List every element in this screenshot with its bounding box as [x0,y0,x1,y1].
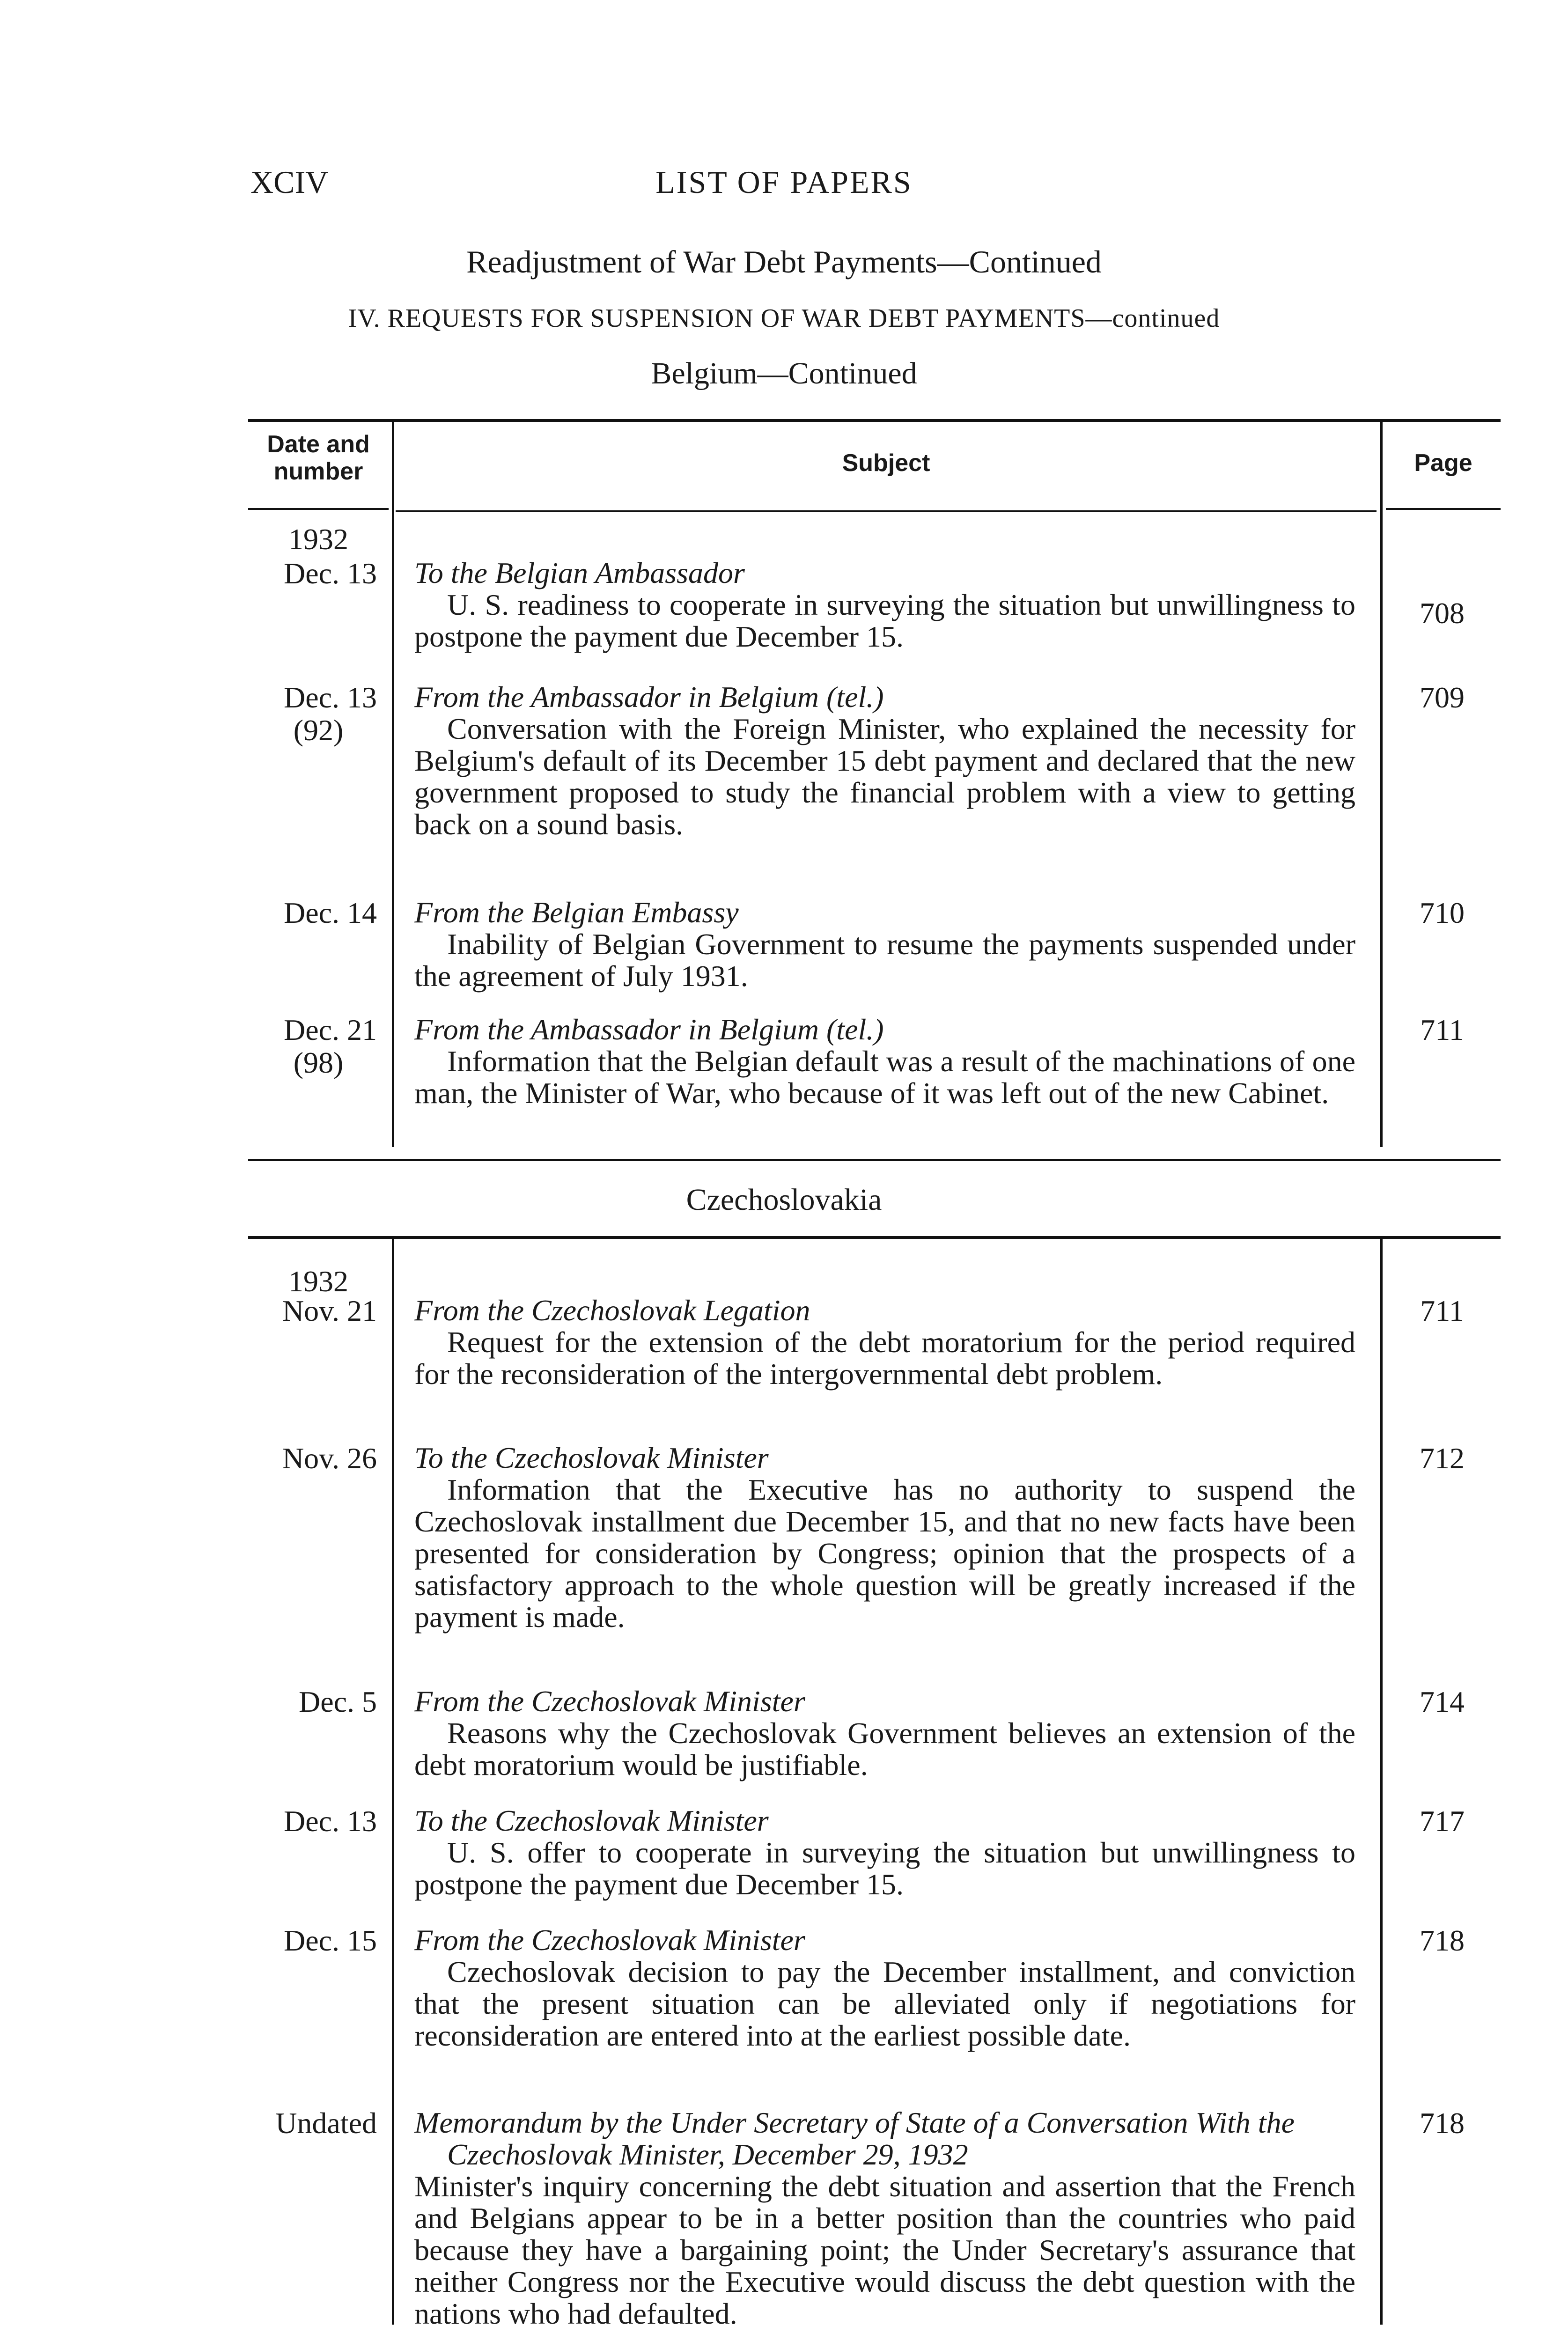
entry-date: Dec. 21 [283,1013,377,1046]
entry-date: Dec. 14 [283,896,377,929]
entry-date: Dec. 13 [283,681,377,714]
entry-page: 711 [1420,1013,1464,1046]
entry-date: Nov. 21 [282,1294,377,1327]
entry-date: Dec. 15 [283,1924,377,1957]
column-header-subject: Subject [842,449,930,477]
list-item [414,1442,1355,1633]
entry-description: Information that the Belgian default was a result of the machinations of one man, the Minister of War, who because of it was left out of the new Cabinet. [414,1045,1355,1110]
entry-description: Czechoslovak decision to pay the December installment, and conviction that the present situation can be alleviated only if negotiations for reconsideration are entered into at the earliest possible date. [414,1955,1355,2052]
section-title: Readjustment of War Debt Payments—Continued [466,244,1102,280]
entry-page: 718 [1420,2106,1465,2140]
entry-title: From the Belgian Embassy [414,896,739,929]
page-number: XCIV [250,164,329,200]
list-item [414,1686,1355,1781]
column-header-date: Date and number [267,431,370,485]
entry-page: 709 [1420,681,1465,714]
entry-page: 708 [1420,596,1465,630]
year-label: 1932 [288,1265,348,1298]
header-rule-subject [396,510,1377,512]
column-header-page: Page [1414,449,1472,477]
entry-page: 712 [1420,1442,1465,1475]
entry-title: To the Belgian Ambassador [414,556,745,589]
entry-date: Dec. 5 [298,1685,377,1718]
year-label: 1932 [288,523,348,556]
entry-title: From the Ambassador in Belgium (tel.) [414,680,884,714]
entry-description: Reasons why the Czechoslovak Government believes an extension of the debt moratorium would be justifiable. [414,1716,1355,1782]
entry-description: U. S. readiness to cooperate in surveying the situation but unwillingness to postpone the payment due December 15. [414,588,1355,653]
column-divider-right [1380,421,1383,1147]
column-divider-left [392,1238,394,2325]
list-item [414,1924,1355,2052]
entry-description: Conversation with the Foreign Minister, who explained the necessity for Belgium's default of its December 15 debt payment and declared that the new government proposed to study the financial problem with a view to getting back on a sound basis. [414,712,1355,841]
entry-number: (92) [293,714,344,747]
entry-description: U. S. offer to cooperate in surveying the situation but unwillingness to postpone the payment due December 15. [414,1836,1355,1901]
running-title: LIST OF PAPERS [655,164,913,200]
table-bottom-rule [248,1159,1501,1161]
list-item [414,897,1355,992]
list-item [414,1805,1355,1900]
subsection-title: IV. REQUESTS FOR SUSPENSION OF WAR DEBT PAYMENTS—continued [348,304,1220,333]
entry-title: From the Czechoslovak Legation [414,1294,810,1327]
entry-description: Minister's inquiry concerning the debt situation and assertion that the French and Belgians appear to be in a better position than the countries who paid because they have a bargaining point; the Under Secretary's assurance that neither Congress nor the Executive would discuss the debt question with the nations who had defaulted. [414,2170,1355,2330]
table-top-rule [248,1236,1501,1239]
list-item [414,557,1355,653]
entry-description: Request for the extension of the debt moratorium for the period required for the reconsideration of the intergovernmental debt problem. [414,1325,1355,1391]
column-divider-right [1380,1238,1383,2325]
entry-date: Dec. 13 [283,1804,377,1838]
entry-title: To the Czechoslovak Minister [414,1441,769,1474]
entry-date: Nov. 26 [282,1442,377,1475]
entry-page: 714 [1420,1685,1465,1718]
list-item [414,681,1355,840]
list-item [414,2107,1355,2330]
header-rule-page [1386,508,1501,510]
entry-date: Undated [275,2106,377,2140]
country-heading-belgium: Belgium—Continued [651,356,917,390]
column-divider-left [392,421,394,1147]
list-item [414,1014,1355,1109]
entry-title: From the Czechoslovak Minister [414,1923,805,1957]
list-item [414,1295,1355,1390]
entry-description: Inability of Belgian Government to resume the payments suspended under the agreement of July 1931. [414,928,1355,993]
entry-title: From the Ambassador in Belgium (tel.) [414,1013,884,1046]
entry-page: 710 [1420,896,1465,929]
entry-number: (98) [293,1046,344,1079]
table-top-rule [248,419,1501,422]
entry-page: 717 [1420,1804,1465,1838]
header-rule-date [248,508,389,510]
entry-title: Memorandum by the Under Secretary of State of a Conversation With the Czechoslovak Minister, December 29, 1932 [414,2106,1295,2171]
entry-page: 711 [1420,1294,1464,1327]
entry-title: From the Czechoslovak Minister [414,1685,805,1718]
country-heading-czechoslovakia: Czechoslovakia [686,1183,882,1217]
entry-page: 718 [1420,1924,1465,1957]
entry-description: Information that the Executive has no authority to suspend the Czechoslovak installment due December 15, and that no new facts have been presented for consideration by Congress; opinion that the prospects of a satisfactory approach to the whole question will be greatly increased if the payment is made. [414,1473,1355,1634]
entry-title: To the Czechoslovak Minister [414,1804,769,1837]
entry-date: Dec. 13 [283,557,377,590]
